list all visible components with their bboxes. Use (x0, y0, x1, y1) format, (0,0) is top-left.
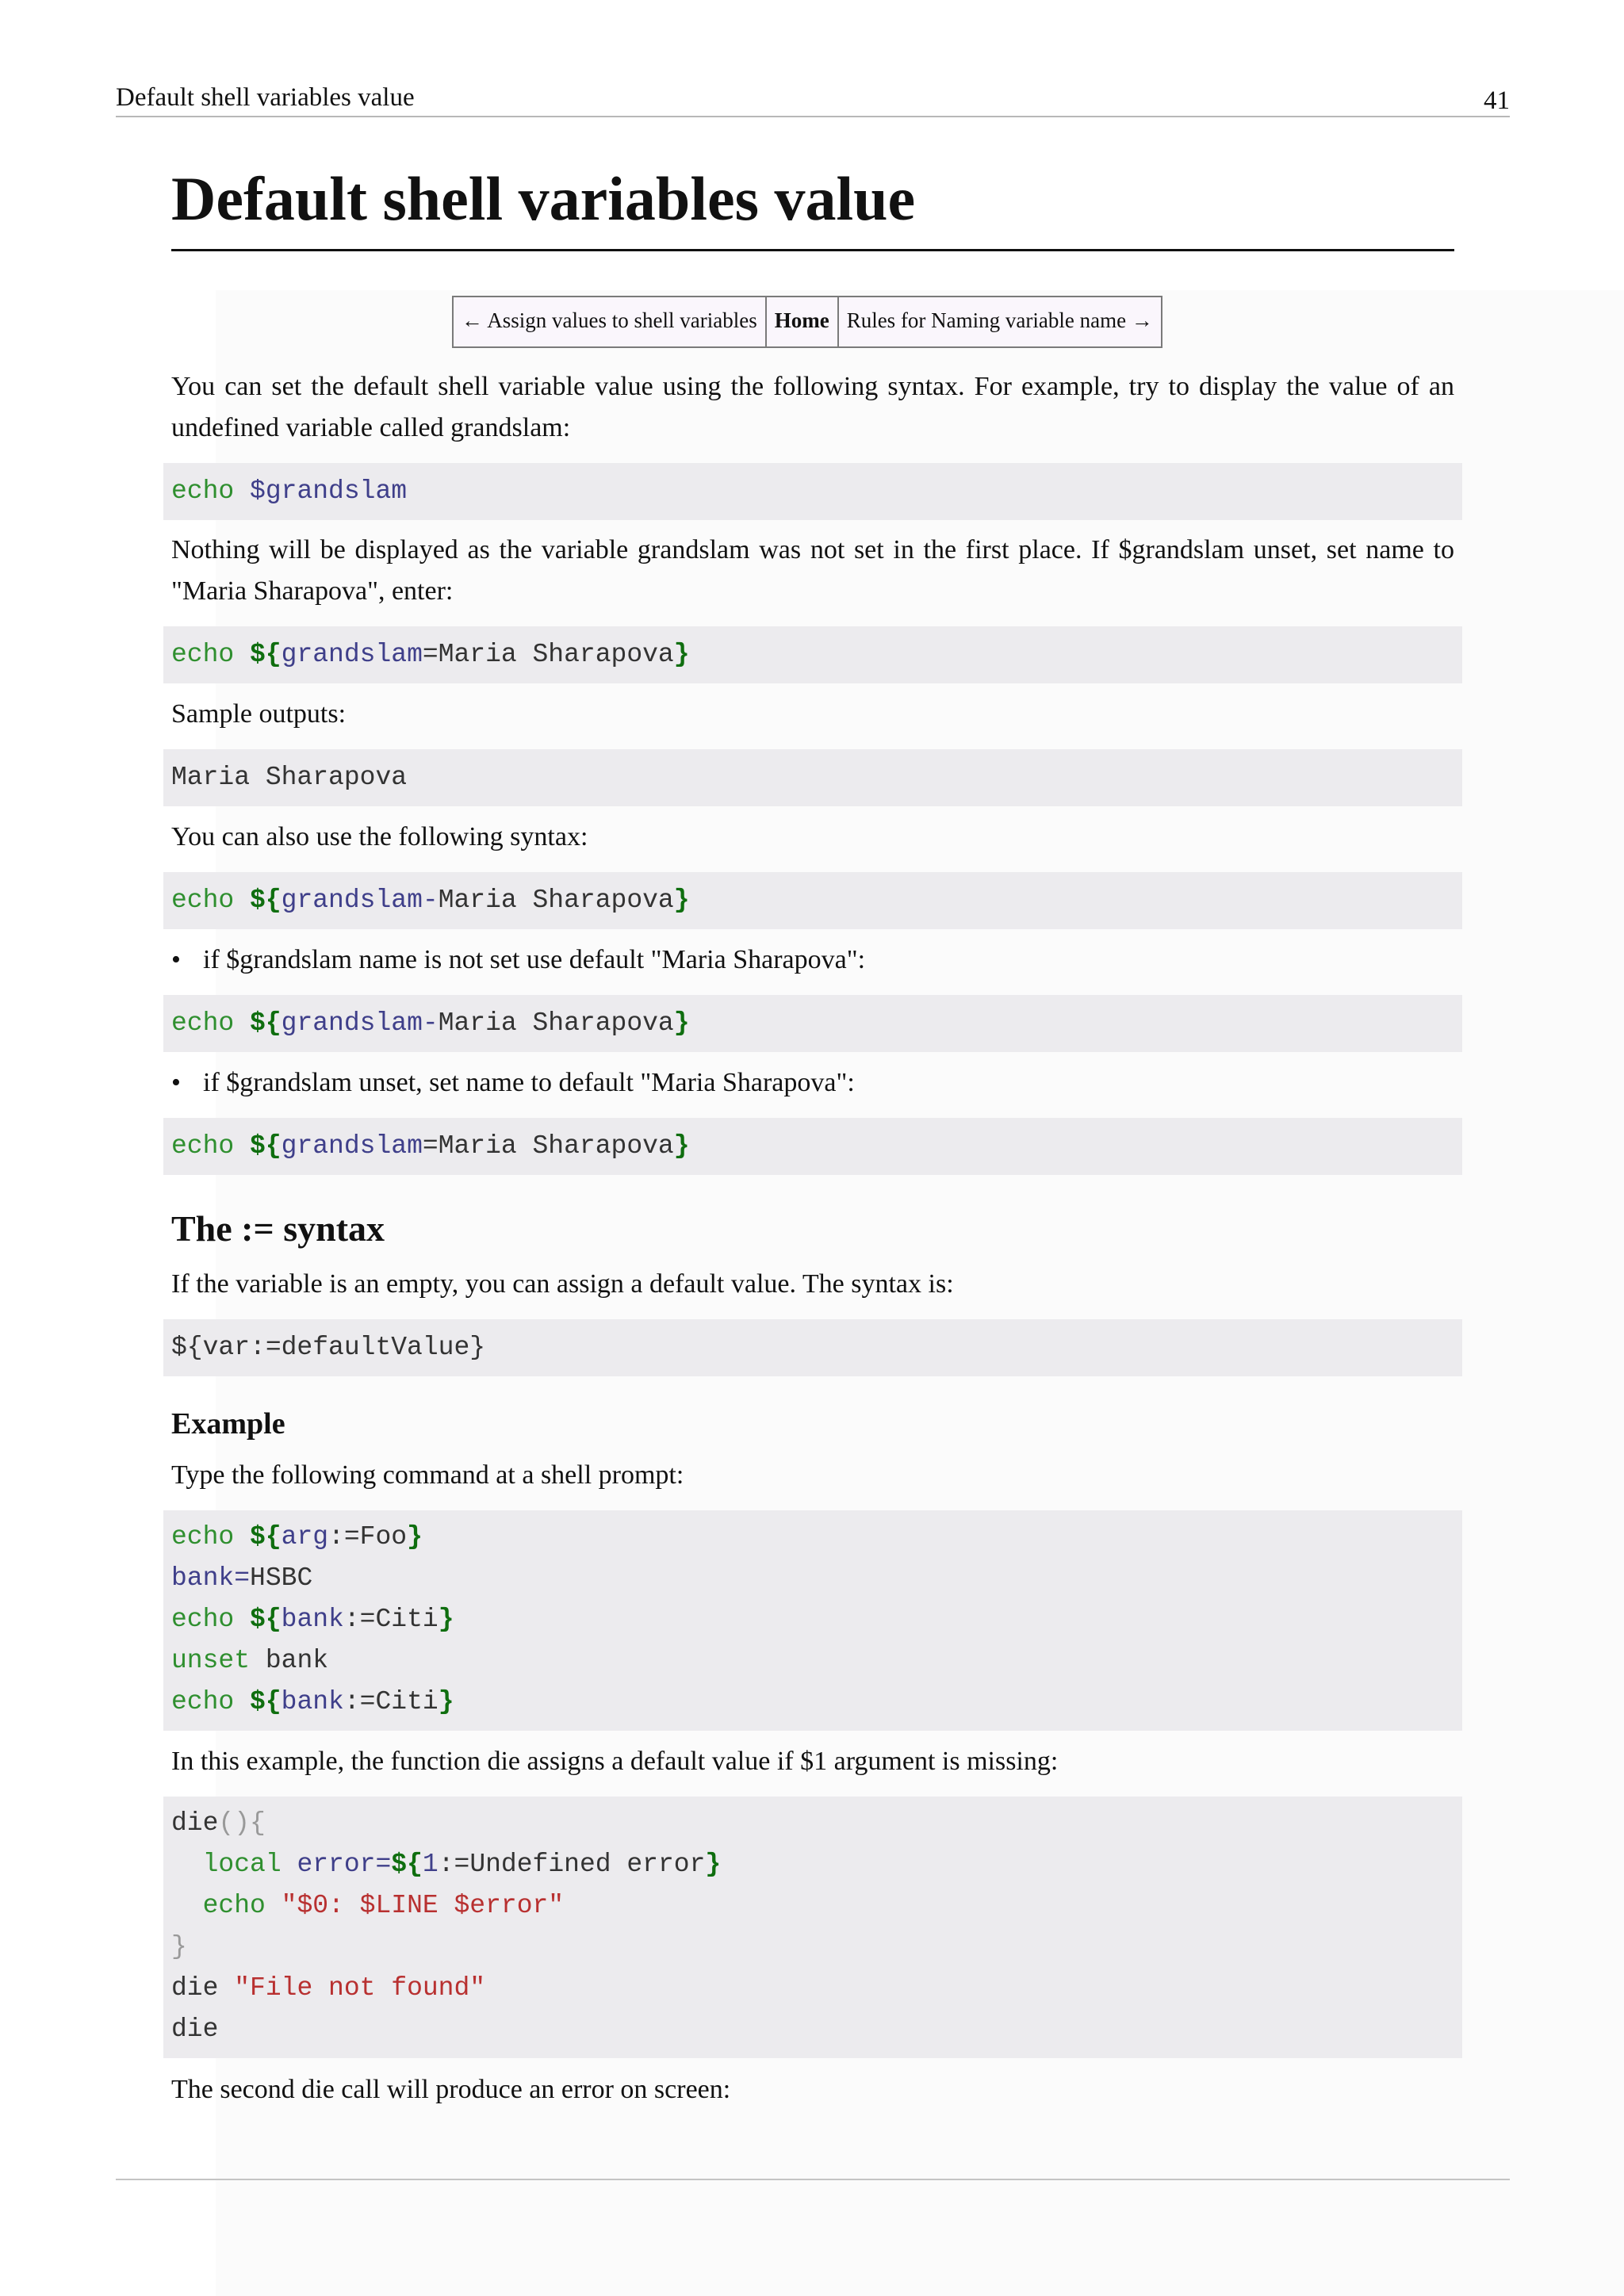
code-value: Maria Sharapova (438, 1131, 674, 1161)
code-operator: - (422, 1008, 439, 1038)
function-paragraph: In this example, the function die assigns a default value if $1 argument is missing: (171, 1747, 1059, 1776)
code-block-syntax: ${var:=defaultValue} (163, 1319, 1462, 1376)
code-value: Maria Sharapova (438, 1008, 674, 1038)
page-number: 41 (1484, 86, 1510, 115)
code-block-example (163, 1510, 1462, 1731)
code-variable: grandslam (281, 640, 423, 669)
sample-outputs-label: Sample outputs: (171, 699, 347, 729)
code-operator: = (422, 1131, 439, 1161)
next-page-link[interactable]: Rules for Naming variable name → (837, 297, 1161, 346)
code-brace-close: } (407, 1522, 423, 1552)
code-keyword: unset (171, 1646, 251, 1675)
example-heading: Example (171, 1407, 285, 1441)
code-keyword: echo (171, 1008, 235, 1038)
code-variable: 1 (422, 1850, 439, 1879)
code-keyword: echo (171, 476, 235, 506)
code-keyword: echo (171, 640, 235, 669)
alt-syntax-paragraph: You can also use the following syntax: (171, 822, 588, 851)
bullet-item-unset (171, 1062, 855, 1104)
home-link[interactable]: Home (765, 297, 837, 346)
bullet-text: if $grandslam name is not set use default "Maria Sharapova": (203, 945, 866, 974)
code-value: :=Citi (343, 1605, 439, 1634)
code-variable: arg (281, 1522, 329, 1552)
navigation-box (452, 296, 1162, 348)
page-title: Default shell variables value (171, 159, 1454, 251)
code-brace-close: } (673, 640, 690, 669)
code-keyword: echo (171, 1605, 235, 1634)
code-keyword: echo (171, 886, 235, 915)
code-variable: bank (281, 1605, 344, 1634)
code-value: :=Citi (343, 1687, 439, 1716)
code-block-equals-default (163, 1118, 1462, 1175)
code-variable: $grandslam (250, 476, 408, 506)
closing-paragraph: The second die call will produce an error on screen: (171, 2075, 731, 2104)
code-brace-open: ${ (250, 1008, 282, 1038)
intro-paragraph: You can set the default shell variable value using the following syntax. For example, try to display the value of an undefined variable called grandslam: (171, 372, 1454, 442)
code-block-dash-default (163, 995, 1462, 1052)
section-heading: The := syntax (171, 1208, 385, 1249)
code-block-echo-grandslam (163, 463, 1462, 520)
bullet-marker: • (171, 1068, 181, 1097)
code-value: Maria Sharapova (438, 886, 674, 915)
explanation-paragraph: Nothing will be displayed as the variable grandslam was not set in the first place. If $grandslam unset, set name to "Maria Sharapova", enter: (171, 535, 1454, 606)
code-variable: grandslam (281, 1131, 423, 1161)
code-variable: grandslam (281, 886, 423, 915)
code-variable: grandslam (281, 1008, 423, 1038)
syntax-paragraph: If the variable is an empty, you can assign a default value. The syntax is: (171, 1269, 954, 1299)
prev-page-link[interactable]: ← Assign values to shell variables (462, 308, 757, 332)
code-brace-close: } (673, 1008, 690, 1038)
code-operator: = (375, 1850, 392, 1879)
code-value: HSBC (250, 1563, 313, 1593)
code-operator: - (422, 886, 439, 915)
code-string: "$0: $LINE $error" (281, 1891, 565, 1920)
code-block-assign-default (163, 626, 1462, 683)
code-brace-open: ${ (250, 886, 282, 915)
code-variable: bank (171, 1563, 235, 1593)
code-brace-close: } (171, 1932, 187, 1961)
code-brace-close: } (438, 1687, 454, 1716)
code-brace-close: } (673, 1131, 690, 1161)
code-brace-open: ${ (391, 1850, 423, 1879)
code-function-name: die (171, 2015, 219, 2044)
code-brace-open: ${ (250, 1131, 282, 1161)
running-title: Default shell variables value (116, 83, 415, 112)
code-value: Maria Sharapova (438, 640, 674, 669)
code-variable: bank (281, 1687, 344, 1716)
code-function-name: die (171, 1808, 219, 1838)
code-value: bank (250, 1646, 329, 1675)
code-brace-open: ${ (250, 640, 282, 669)
code-brace-close: } (705, 1850, 722, 1879)
code-value: :=Foo (328, 1522, 408, 1552)
bullet-text: if $grandslam unset, set name to default "Maria Sharapova": (203, 1068, 855, 1097)
code-block-output: Maria Sharapova (163, 749, 1462, 806)
code-keyword: echo (171, 1687, 235, 1716)
code-function-name: die (171, 1973, 219, 2003)
code-keyword: echo (202, 1891, 266, 1920)
example-intro-paragraph: Type the following command at a shell prompt: (171, 1460, 684, 1490)
bullet-item-not-set (171, 939, 865, 981)
running-header (116, 79, 1510, 117)
code-brace-close: } (673, 886, 690, 915)
code-paren: (){ (218, 1808, 266, 1838)
code-brace-open: ${ (250, 1522, 282, 1552)
bullet-marker: • (171, 945, 181, 974)
code-brace-close: } (438, 1605, 454, 1634)
code-keyword: echo (171, 1522, 235, 1552)
footer-divider (116, 2179, 1510, 2180)
code-keyword: echo (171, 1131, 235, 1161)
code-string: "File not found" (234, 1973, 486, 2003)
code-keyword: local (202, 1850, 282, 1879)
code-brace-open: ${ (250, 1687, 282, 1716)
code-block-die-function (163, 1797, 1462, 2058)
code-operator: = (422, 640, 439, 669)
code-variable: error (297, 1850, 376, 1879)
code-value: :=Undefined error (438, 1850, 706, 1879)
code-block-alt-syntax (163, 872, 1462, 929)
code-brace-open: ${ (250, 1605, 282, 1634)
code-operator: = (234, 1563, 251, 1593)
